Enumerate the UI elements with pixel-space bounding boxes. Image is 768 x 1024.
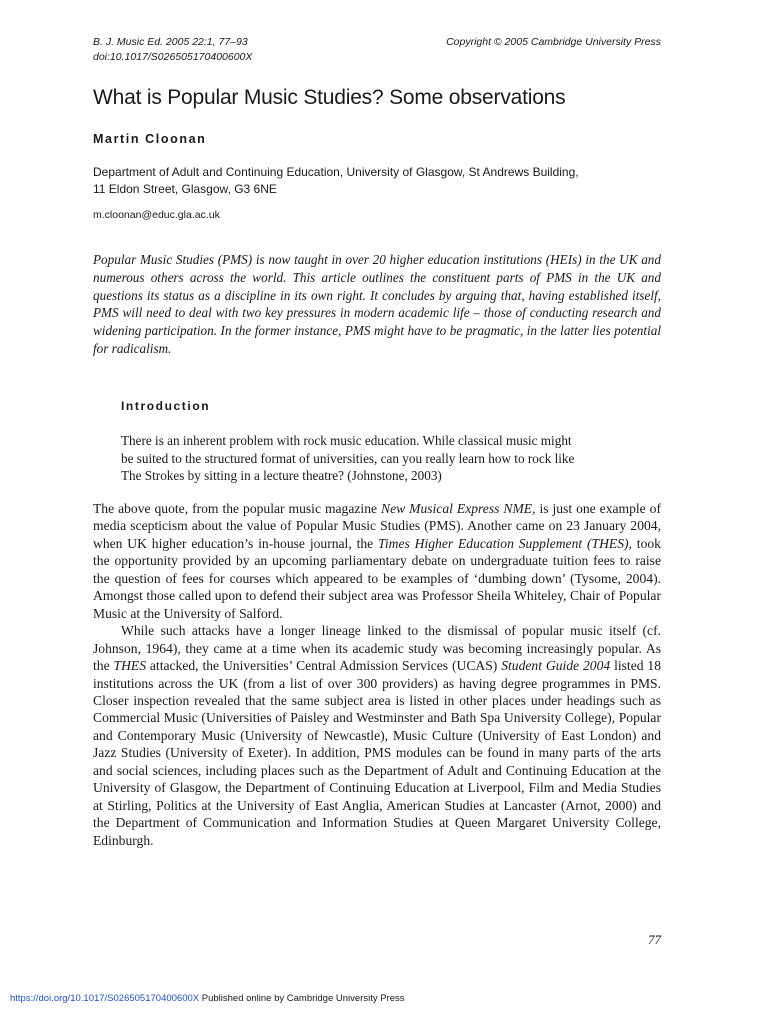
text-run: The above quote, from the popular music magazine <box>93 501 381 516</box>
running-header-left <box>93 35 252 65</box>
affiliation-line: 11 Eldon Street, Glasgow, G3 6NE <box>93 181 277 196</box>
body-paragraph <box>93 500 661 622</box>
quote-line: There is an inherent problem with rock music education. While classical music might <box>121 433 572 448</box>
publication-title: Student Guide 2004 <box>501 658 611 674</box>
body-paragraph <box>93 622 661 849</box>
publication-title: New Musical Express NME <box>381 501 533 516</box>
abstract: Popular Music Studies (PMS) is now taught in over 20 higher education institutions (HEIs) in the UK and numerous others across the world. This article outlines the constituent parts of PMS in the UK and questions its status as a discipline in its own right. It concludes by arguing that, having established itself, PMS will need to deal with two key pressures in modern academic life – those of conducting research and widening participation. In the former instance, PMS might have to be pragmatic, in the latter lies potential for radicalism. <box>93 252 661 356</box>
affiliation-line: Department of Adult and Continuing Education, University of Glasgow, St Andrews Building, <box>93 165 579 179</box>
text-run: While such attacks have a longer lineage linked to the dismissal of popular music itself (cf. Johnson, 1964), they came at a time when its academic study was becoming increasingly popular. As the <box>93 623 661 674</box>
publication-note: Published online by Cambridge University Press <box>199 993 405 1004</box>
quote-line: be suited to the structured format of universities, can you really learn how to rock like <box>121 450 575 466</box>
author-affiliation <box>93 164 668 197</box>
publication-title: THES <box>113 658 146 674</box>
author-email: m.cloonan@educ.gla.ac.uk <box>93 209 220 221</box>
quote-line: The Strokes by sitting in a lecture theatre? (Johnstone, 2003) <box>121 468 442 484</box>
publication-title: Times Higher Education Supplement (THES) <box>378 535 629 551</box>
journal-reference: B. J. Music Ed. 2005 22:1, 77–93 <box>93 36 248 48</box>
text-run: , took the opportunity provided by an upcoming parliamentary debate on undergraduate tuition fees to raise the question of fees for courses which appeared to be examples of ‘dumbing down’ (Tysome, 2004). Amongst those called upon to defend their subject area was Professor Sheila Whiteley, Chair of Popular Music at the University of Salford. <box>93 535 661 621</box>
text-run: listed 18 institutions across the UK (from a list of over 300 providers) as having degree programmes in PMS. Closer inspection revealed that the same subject area is listed in other places under headings such as Commercial Music (Universities of Paisley and Westminster and Bath Spa University College), Popular and Contemporary Music (University of Newcastle), Music Culture (University of East London) and Jazz Studies (University of Exeter). In addition, PMS modules can be found in many parts of the arts and social sciences, including places such as the Department of Adult and Continuing Education at the University of Glasgow, the Department of Continuing Education at Liverpool, Film and Media Studies at Stirling, Politics at the University of East Anglia, American Studies at Lancaster (Arnot, 2000) and the Department of Communication and Information Studies at Queen Margaret University College, Edinburgh. <box>93 658 662 848</box>
author-name: Martin Cloonan <box>93 132 207 146</box>
text-run: attacked, the Universities’ Central Admission Services (UCAS) <box>146 658 502 674</box>
page-number: 77 <box>648 932 661 947</box>
doi-label: doi:10.1017/S026505170400600X <box>93 51 253 63</box>
section-heading: Introduction <box>121 399 211 413</box>
page-footer <box>10 993 405 1004</box>
article-title: What is Popular Music Studies? Some observations <box>93 86 566 109</box>
text-run: , is just one example of media scepticism about the value of Popular Music Studies (PMS). Another came on 23 January 2004, when UK higher education’s in-house journal, the <box>93 501 661 551</box>
doi-link[interactable]: https://doi.org/10.1017/S026505170400600X <box>10 993 200 1004</box>
body-text <box>93 500 661 849</box>
block-quote <box>121 432 641 485</box>
copyright-notice: Copyright © 2005 Cambridge University Press <box>446 36 661 48</box>
